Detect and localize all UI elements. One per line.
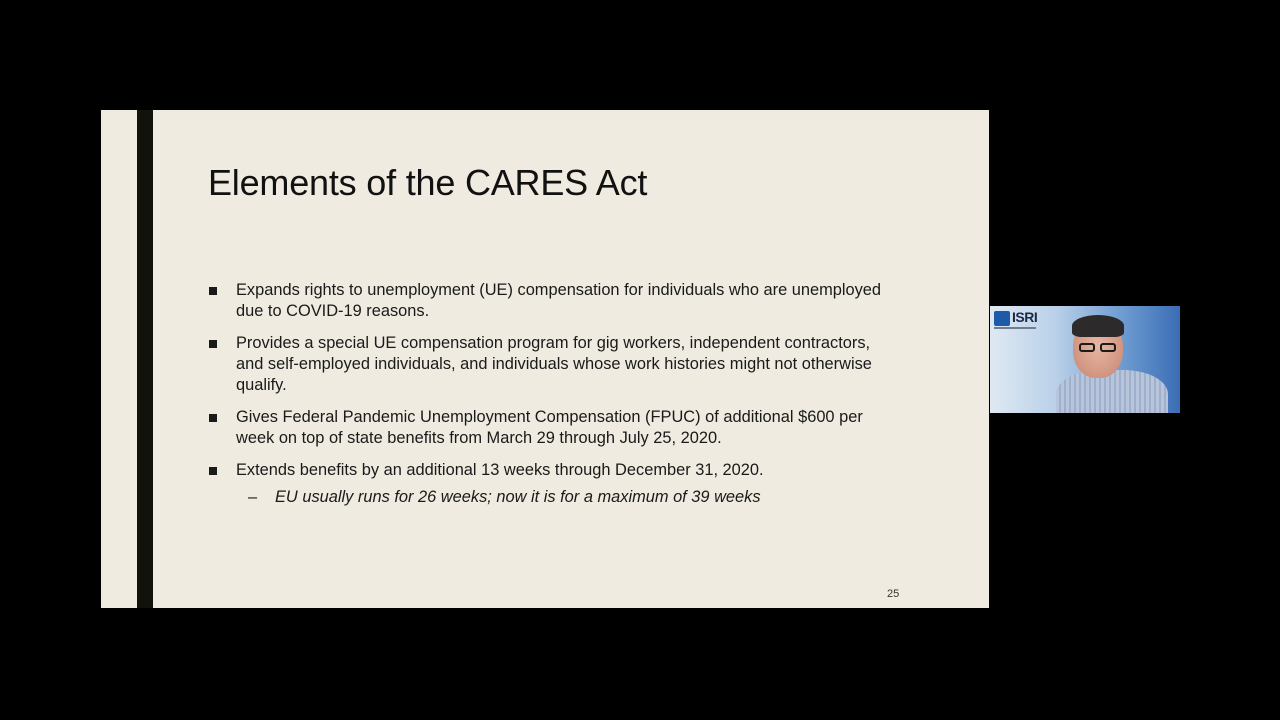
slide-accent-bar	[137, 110, 153, 608]
bullet-text: Expands rights to unemployment (UE) compensation for individuals who are unemployed due to COVID-19 reasons.	[236, 281, 882, 320]
slide-title: Elements of the CARES Act	[208, 162, 648, 203]
presenter-hair	[1072, 315, 1124, 337]
isri-logo-icon	[994, 311, 1010, 326]
glasses-lens	[1079, 343, 1095, 352]
logo-text: ISRI	[1012, 309, 1038, 325]
square-bullet-icon	[209, 467, 217, 475]
presentation-slide	[101, 110, 989, 608]
square-bullet-icon	[209, 287, 217, 295]
sub-bullet-item	[236, 487, 888, 508]
bullet-text: Gives Federal Pandemic Unemployment Compensation (FPUC) of additional $600 per week on top of state benefits from March 29 through July 25, 2020.	[236, 408, 863, 447]
bullet-text: Extends benefits by an additional 13 weeks through December 31, 2020.	[236, 461, 764, 479]
webcam-video-tile[interactable]	[990, 306, 1180, 413]
sub-bullet-text: EU usually runs for 26 weeks; now it is for a maximum of 39 weeks	[275, 488, 761, 506]
bullet-text: Provides a special UE compensation program for gig workers, independent contractors, and self-employed individuals, and individuals whose work histories might not otherwise qualify.	[236, 334, 872, 394]
bullet-item	[208, 333, 888, 396]
glasses-lens	[1100, 343, 1116, 352]
dash-bullet-icon: –	[248, 488, 258, 506]
slide-page-number: 25	[887, 588, 900, 600]
square-bullet-icon	[209, 340, 217, 348]
bullet-item	[208, 460, 888, 508]
bullet-list	[208, 280, 888, 519]
square-bullet-icon	[209, 414, 217, 422]
logo-tagline	[994, 327, 1036, 329]
bullet-item	[208, 407, 888, 449]
bullet-item	[208, 280, 888, 322]
presenter-body	[1056, 370, 1168, 413]
isri-logo	[994, 309, 1038, 334]
glasses-icon	[1079, 343, 1119, 353]
